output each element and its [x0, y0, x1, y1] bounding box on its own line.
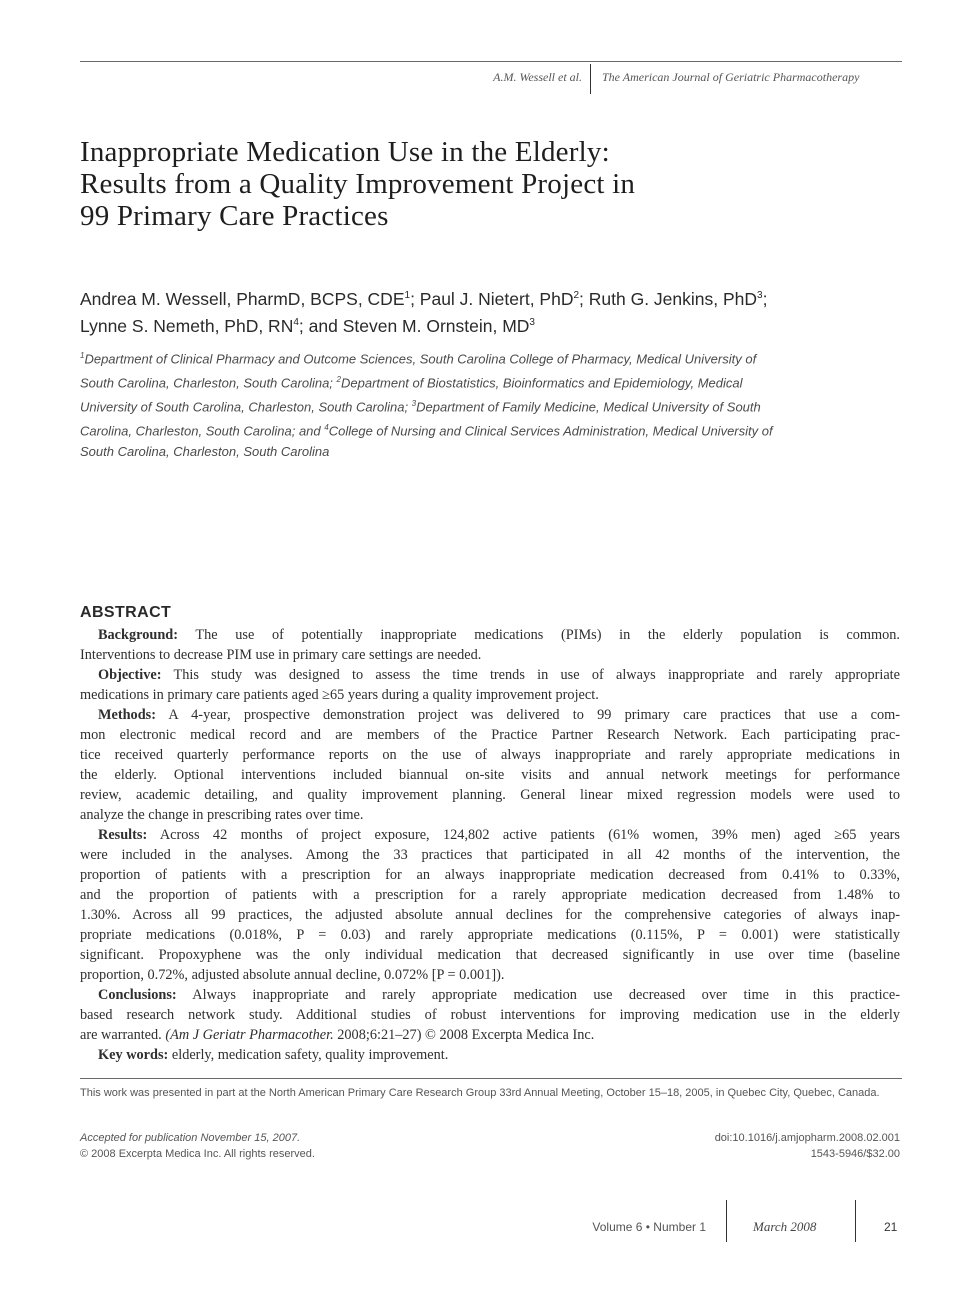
abstract-text: A 4-year, prospective demonstration project was delivered to 99 primary care practices that use a com-: [155, 707, 900, 723]
citation: (Am J Geriatr Pharmacother.: [165, 1027, 334, 1043]
affiliation-marker: 3: [411, 399, 417, 409]
header-rule: [80, 61, 902, 62]
footer-divider: [855, 1200, 856, 1242]
running-head-journal: The American Journal of Geriatric Pharmacotherapy: [602, 70, 860, 84]
abstract-line: and the proportion of patients with a prescription for a rarely appropriate medication decreased from 1.48% to: [80, 887, 900, 903]
affiliation-line: [80, 346, 910, 370]
abstract-line: propriate medications (0.018%, P = 0.03) and rarely appropriate medications (0.115%, P = 0.001) were statistically: [80, 927, 900, 943]
abstract-line: analyze the change in prescribing rates over time.: [80, 807, 364, 823]
footer-divider: [726, 1200, 727, 1242]
section-label: Results:: [98, 827, 148, 843]
abstract-line: [80, 1025, 900, 1045]
accepted-date: Accepted for publication November 15, 2007.: [80, 1132, 301, 1144]
author-list: [80, 284, 920, 338]
author-name: ; Ruth G. Jenkins, PhD: [579, 288, 758, 309]
affiliation-line: [80, 370, 910, 394]
abstract-keywords: [80, 1045, 900, 1065]
section-label: Conclusions:: [98, 987, 177, 1003]
abstract-line: [80, 665, 900, 685]
affiliation-marker: 4: [293, 316, 299, 328]
footnote: This work was presented in part at the North American Primary Care Research Group 33rd Annual Meeting, October 15–18, 2005, in Quebec City, Quebec, Canada.: [80, 1087, 880, 1099]
abstract-line: the elderly. Optional interventions included biannual on-site visits and annual network meetings for performance: [80, 767, 900, 783]
header-divider: [590, 64, 591, 94]
author-line: [80, 311, 920, 338]
title-line: Inappropriate Medication Use in the Elderly:: [80, 136, 610, 168]
abstract-text: 2008;6:21–27) © 2008 Excerpta Medica Inc.: [333, 1027, 595, 1043]
footer-date: March 2008: [753, 1219, 817, 1234]
abstract-line: tice received quarterly performance reports on the use of always inappropriate and rarely appropriate medications in: [80, 747, 900, 763]
author-name: Andrea M. Wessell, PharmD, BCPS, CDE: [80, 288, 405, 309]
doi: doi:10.1016/j.amjopharm.2008.02.001: [714, 1132, 900, 1144]
author-name: ; Paul J. Nietert, PhD: [410, 288, 574, 309]
affiliation-marker: 2: [336, 375, 341, 385]
abstract-line: medications in primary care patients aged ≥65 years during a quality improvement project.: [80, 687, 599, 703]
affiliations: [80, 346, 910, 463]
affiliation-marker: 1: [404, 290, 411, 301]
affiliation-marker: 2: [573, 290, 580, 301]
affiliation-marker: 3: [757, 290, 763, 301]
affiliation-text: Carolina, Charleston, South Carolina; and: [80, 423, 325, 439]
page-number: 21: [884, 1220, 898, 1234]
affiliation-text: University of South Carolina, Charleston, South Carolina;: [80, 399, 412, 415]
title-line: Results from a Quality Improvement Project in: [80, 168, 636, 200]
abstract-body: [80, 625, 900, 1065]
abstract-line: [80, 1045, 900, 1065]
abstract-line: 1.30%. Across all 99 practices, the adjusted absolute annual declines for the comprehensive categories of always inap-: [80, 907, 900, 923]
section-label: Key words:: [98, 1047, 169, 1063]
keywords-text: elderly, medication safety, quality improvement.: [168, 1047, 449, 1063]
abstract-methods: [80, 705, 900, 825]
affiliation-line: [80, 394, 910, 418]
affiliation-line: South Carolina, Charleston, South Carolina: [80, 444, 330, 460]
affiliation-text: Department of Biostatistics, Bioinformatics and Epidemiology, Medical: [341, 375, 743, 391]
abstract-line: proportion of patients with a prescription for an always inappropriate medication decreased from 0.41% to 0.33%,: [80, 867, 900, 883]
section-label: Background:: [98, 627, 178, 643]
abstract-line: [80, 625, 900, 645]
abstract-line: significant. Propoxyphene was the only individual medication that decreased significantly in use over time (baseline: [80, 947, 900, 963]
copyright: © 2008 Excerpta Medica Inc. All rights reserved.: [80, 1148, 315, 1160]
abstract-text: This study was designed to assess the time trends in use of always inappropriate and rarely appropriate: [161, 667, 900, 683]
affiliation-text: Department of Family Medicine, Medical University of South: [416, 399, 761, 415]
abstract-text: The use of potentially inappropriate medications (PIMs) in the elderly population is common.: [177, 627, 900, 643]
affiliation-text: College of Nursing and Clinical Services Administration, Medical University of: [328, 423, 773, 439]
affiliation-marker: 1: [80, 351, 85, 360]
abstract-text: Always inappropriate and rarely appropriate medication use decreased over time in this practice-: [176, 987, 900, 1003]
section-label: Methods:: [98, 707, 156, 723]
author-line: [80, 284, 920, 311]
abstract-text: are warranted.: [80, 1027, 166, 1043]
affiliation-line: [80, 418, 910, 442]
title-line: 99 Primary Care Practices: [80, 200, 389, 232]
footnote-rule: [80, 1078, 902, 1079]
abstract-line: [80, 825, 900, 845]
abstract-heading: ABSTRACT: [80, 604, 172, 621]
abstract-conclusions: [80, 985, 900, 1045]
abstract-line: review, academic detailing, and quality improvement planning. General linear mixed regression models were used to: [80, 787, 900, 803]
author-name: Lynne S. Nemeth, PhD, RN: [80, 315, 294, 336]
affiliation-text: South Carolina, Charleston, South Carolina;: [80, 375, 337, 391]
affiliation-marker: 4: [324, 423, 329, 433]
abstract-text: Across 42 months of project exposure, 124,802 active patients (61% women, 39% men) aged ≥65 years: [147, 827, 900, 843]
issn: 1543-5946/$32.00: [810, 1148, 900, 1160]
footer-volume: Volume 6 • Number 1: [592, 1220, 706, 1234]
abstract-line: [80, 985, 900, 1005]
affiliation-text: Department of Clinical Pharmacy and Outcome Sciences, South Carolina College of Pharmacy, Medical University of: [84, 351, 757, 367]
abstract-line: Interventions to decrease PIM use in primary care settings are needed.: [80, 647, 482, 663]
abstract-background: [80, 625, 900, 665]
abstract-objective: [80, 665, 900, 705]
section-label: Objective:: [98, 667, 162, 683]
affiliation-marker: 3: [529, 316, 535, 328]
abstract-line: proportion, 0.72%, adjusted absolute annual decline, 0.072% [P = 0.001]).: [80, 967, 505, 983]
abstract-line: mon electronic medical record and are members of the Practice Partner Research Network. Each participating prac-: [80, 727, 900, 743]
abstract-line: based research network study. Additional studies of robust interventions for improving medication use in the elderly: [80, 1007, 900, 1023]
abstract-results: [80, 825, 900, 985]
author-separator: ;: [762, 288, 768, 309]
running-head-authors: A.M. Wessell et al.: [493, 70, 582, 84]
article-title: [80, 136, 900, 232]
abstract-line: were included in the analyses. Among the 33 practices that participated in all 42 months of the intervention, the: [80, 847, 900, 863]
abstract-line: [80, 705, 900, 725]
author-name: ; and Steven M. Ornstein, MD: [298, 315, 530, 336]
